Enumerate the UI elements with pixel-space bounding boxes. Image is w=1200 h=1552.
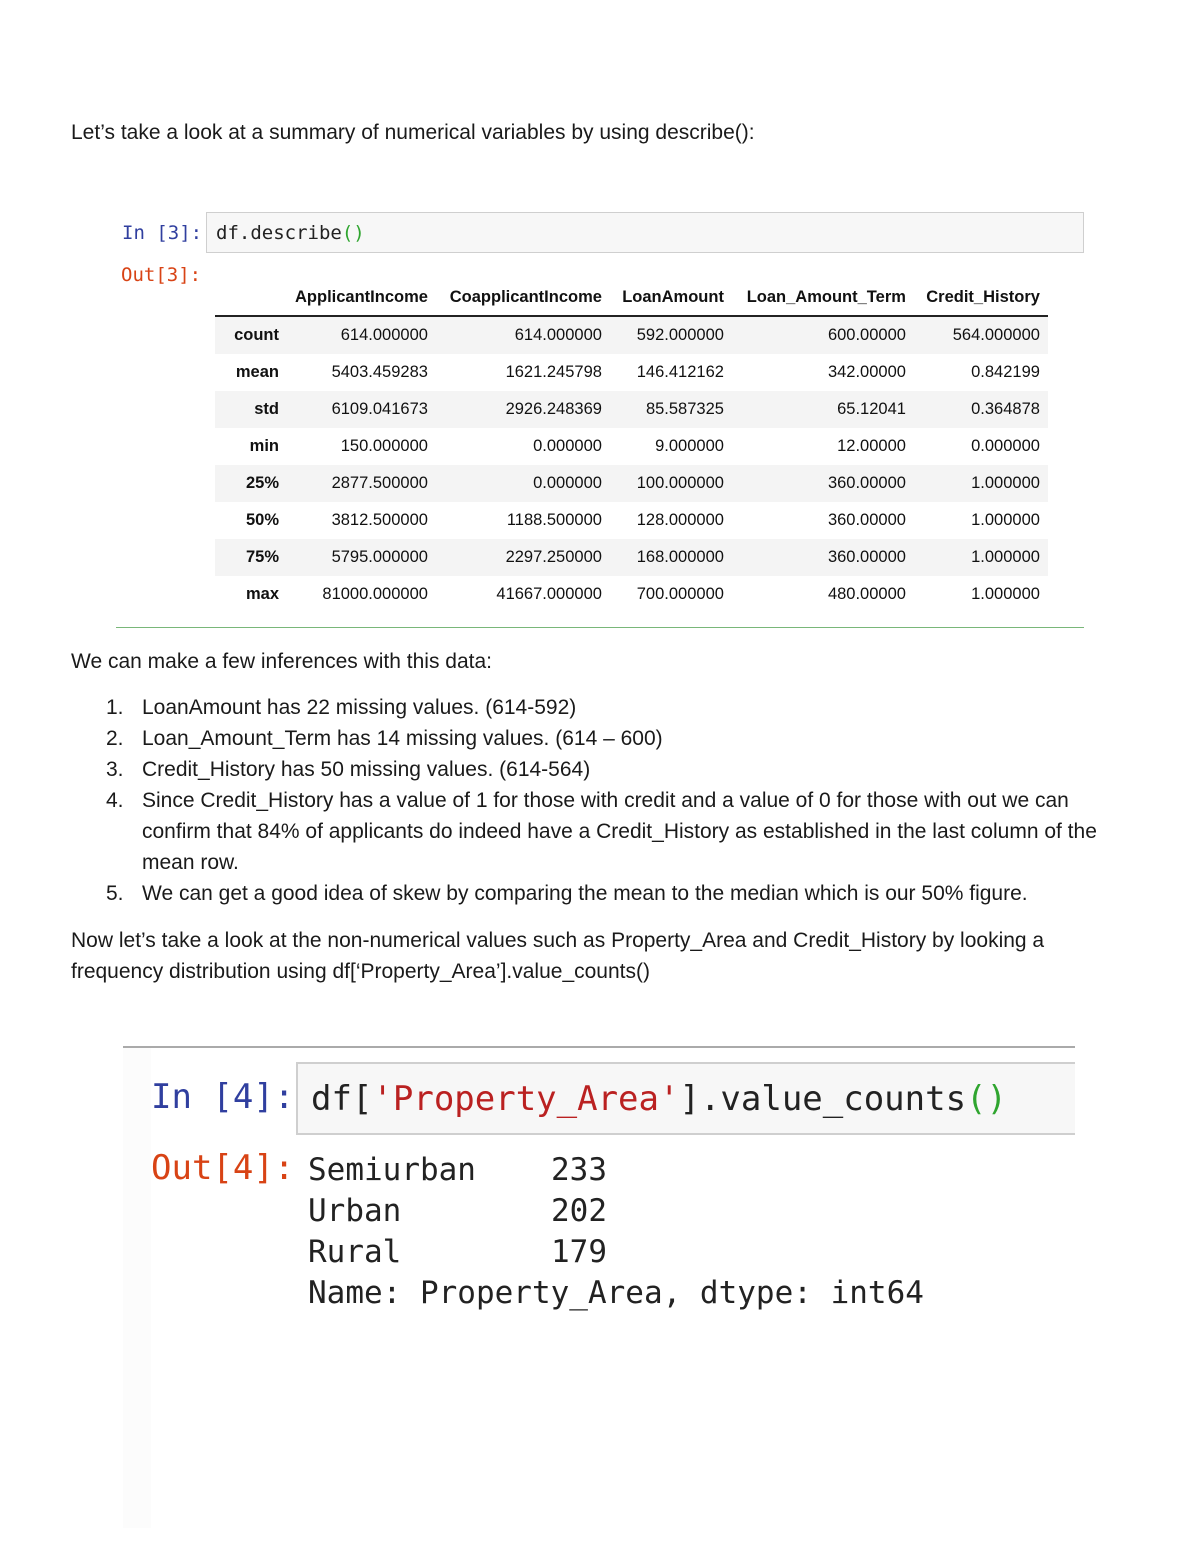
table-cell: 146.412162	[636, 363, 724, 381]
table-cell: 1.000000	[971, 474, 1040, 492]
column-header: CoapplicantIncome	[436, 280, 610, 316]
category-name: Semiurban	[308, 1152, 476, 1188]
category-name: Urban	[308, 1193, 402, 1229]
table-cell: 150.000000	[340, 437, 428, 455]
table-cell: 1.000000	[971, 511, 1040, 529]
table-cell: 2926.248369	[505, 400, 602, 418]
outro-paragraph: Now let’s take a look at the non-numerical values such as Property_Area and Credit_History by looking a frequency distribution using df[‘Property_Area’].value_counts()	[71, 929, 1045, 983]
table-cell: 41667.000000	[496, 585, 602, 603]
output-footer: Name: Property_Area, dtype: int64	[308, 1275, 924, 1311]
table-row	[215, 576, 1048, 613]
code-input-cell[interactable]	[206, 212, 1084, 253]
row-label: count	[234, 326, 279, 344]
column-header: ApplicantIncome	[287, 280, 436, 316]
row-label: mean	[235, 363, 279, 381]
table-cell: 592.000000	[636, 326, 724, 344]
row-label: min	[249, 437, 279, 455]
table-cell: 5795.000000	[331, 548, 428, 566]
list-item	[308, 1150, 924, 1191]
category-name: Rural	[308, 1234, 402, 1270]
category-count: 179	[551, 1234, 607, 1270]
table-row	[215, 316, 1048, 354]
table-cell: 614.000000	[514, 326, 602, 344]
describe-output-table	[215, 280, 1048, 613]
table-cell: 168.000000	[636, 548, 724, 566]
table-cell: 614.000000	[340, 326, 428, 344]
table-cell: 2877.500000	[331, 474, 428, 492]
code-text	[311, 1079, 1007, 1119]
table-cell: 65.12041	[837, 400, 906, 418]
code-call: ].value_counts	[679, 1079, 967, 1119]
table-row	[215, 391, 1048, 428]
list-item	[71, 754, 1141, 785]
cell-divider	[116, 627, 1084, 628]
code-string: 'Property_Area'	[372, 1079, 680, 1119]
row-label: 75%	[245, 548, 279, 566]
list-number: 3.	[106, 758, 124, 781]
list-item	[308, 1232, 924, 1273]
table-cell: 1.000000	[971, 548, 1040, 566]
table-cell: 480.00000	[827, 585, 906, 603]
list-item	[71, 723, 1141, 754]
code-prefix: df[	[311, 1079, 373, 1119]
table-cell: 0.000000	[533, 474, 602, 492]
table-cell: 1188.500000	[506, 511, 602, 529]
table-row	[215, 502, 1048, 539]
list-item	[71, 785, 1141, 878]
output-prompt: Out[4]:	[151, 1148, 295, 1188]
table-header-row	[215, 280, 1048, 316]
table-cell: 9.000000	[655, 437, 724, 455]
table-cell: 1621.245798	[505, 363, 602, 381]
code-input-cell[interactable]	[296, 1062, 1075, 1135]
list-text: Loan_Amount_Term has 14 missing values. (614 – 600)	[142, 727, 663, 750]
table-cell: 0.364878	[971, 400, 1040, 418]
table-row	[215, 428, 1048, 465]
column-header: Credit_History	[914, 280, 1048, 316]
table-cell: 100.000000	[636, 474, 724, 492]
table-cell: 85.587325	[645, 400, 724, 418]
inference-list	[71, 692, 1141, 909]
column-header: Loan_Amount_Term	[732, 280, 914, 316]
table-cell: 2297.250000	[505, 548, 602, 566]
list-text: LoanAmount has 22 missing values. (614-592)	[142, 696, 577, 719]
table-cell: 0.842199	[971, 363, 1040, 381]
list-text: Since Credit_History has a value of 1 for those with credit and a value of 0 for those with out we can confirm that 84% of applicants do indeed have a Credit_History as established in the last column of the mean row.	[142, 789, 1097, 874]
row-label: 50%	[245, 511, 279, 529]
table-cell: 360.00000	[827, 548, 906, 566]
table-cell: 342.00000	[827, 363, 906, 381]
table-cell: 600.00000	[827, 326, 906, 344]
row-label: max	[245, 585, 279, 603]
table-cell: 5403.459283	[331, 363, 428, 381]
row-label: 25%	[245, 474, 279, 492]
output-prompt: Out[3]:	[121, 264, 202, 286]
list-item	[71, 878, 1141, 909]
list-number: 5.	[106, 882, 124, 905]
table-cell: 564.000000	[952, 326, 1040, 344]
table-cell: 81000.000000	[322, 585, 428, 603]
table-cell: 360.00000	[827, 474, 906, 492]
list-number: 2.	[106, 727, 124, 750]
table-cell: 360.00000	[827, 511, 906, 529]
table-cell: 700.000000	[636, 585, 724, 603]
table-row	[215, 465, 1048, 502]
table-cell: 0.000000	[971, 437, 1040, 455]
table-cell: 0.000000	[533, 437, 602, 455]
code-paren: ()	[341, 222, 365, 244]
code-call: df.describe	[216, 222, 342, 244]
intro-paragraph: Let’s take a look at a summary of numerical variables by using describe():	[71, 121, 755, 144]
table-cell: 6109.041673	[331, 400, 428, 418]
cell-gutter	[123, 1048, 151, 1528]
category-count: 233	[551, 1152, 607, 1188]
column-header: LoanAmount	[610, 280, 732, 316]
list-number: 4.	[106, 789, 124, 812]
table-cell: 3812.500000	[331, 511, 428, 529]
table-row	[215, 539, 1048, 576]
row-label: std	[254, 400, 279, 418]
inferences-lead: We can make a few inferences with this data:	[71, 650, 492, 673]
list-item	[308, 1191, 924, 1232]
input-prompt: In [3]:	[122, 222, 203, 244]
category-count: 202	[551, 1193, 607, 1229]
table-cell: 1.000000	[971, 585, 1040, 603]
code-paren: ()	[966, 1079, 1007, 1119]
table-row	[215, 354, 1048, 391]
corner-cell	[215, 280, 287, 316]
table-cell: 128.000000	[636, 511, 724, 529]
list-item	[71, 692, 1141, 723]
code-text	[216, 222, 365, 244]
list-text: We can get a good idea of skew by comparing the mean to the median which is our 50% figure.	[142, 882, 1028, 905]
value-counts-output	[308, 1150, 924, 1314]
table-cell: 12.00000	[837, 437, 906, 455]
input-prompt: In [4]:	[151, 1077, 295, 1117]
list-text: Credit_History has 50 missing values. (614-564)	[142, 758, 591, 781]
cell-divider	[123, 1046, 1075, 1048]
list-number: 1.	[106, 696, 124, 719]
